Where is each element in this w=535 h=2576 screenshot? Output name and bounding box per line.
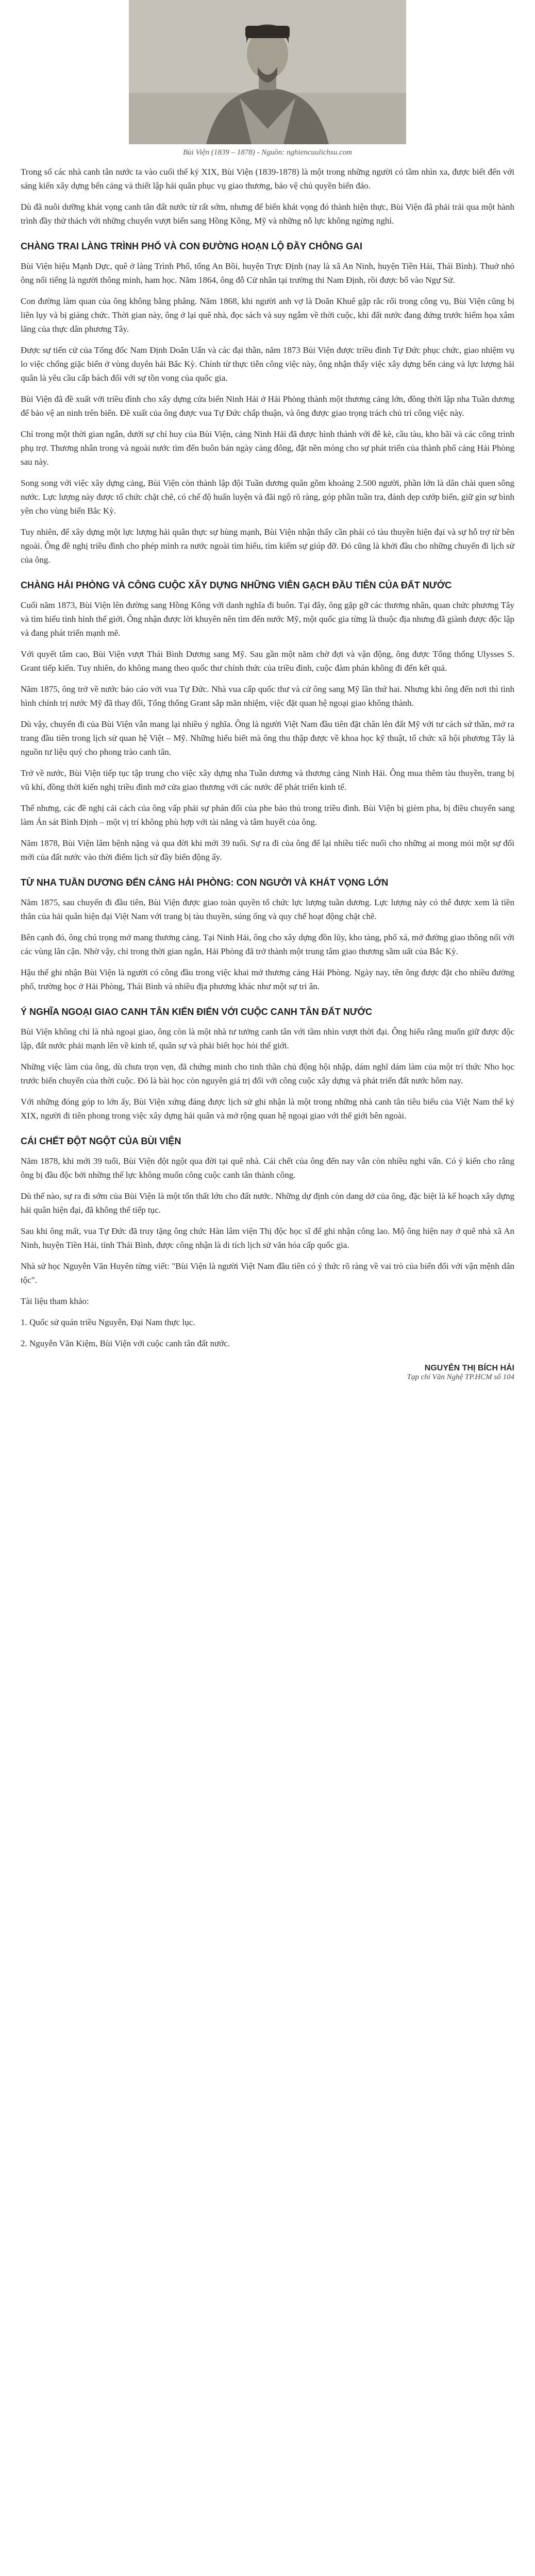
article-body	[21, 165, 514, 1382]
section-paragraph: Bùi Viện đã đề xuất với triều đình cho xây dựng cửa biển Ninh Hải ở Hải Phòng thành một thương cảng lớn, đồng thời lập nha Tuần dương để bảo vệ an ninh trên biển. Đề xuất của ông được vua Tự Đức chấp thuận, và ông được giao trọng trách chủ trì công việc này.	[21, 394, 514, 418]
section-paragraph: Bùi Viện không chỉ là nhà ngoại giao, ông còn là một nhà tư tưởng canh tân với tầm nhìn vượt thời đại. Ông hiểu rằng muốn giữ được độc lập, đất nước phải mạnh lên về kinh tế, quân sự và phải biết học hỏi thế giới.	[21, 1027, 514, 1050]
section-paragraph: Sau khi ông mất, vua Tự Đức đã truy tặng ông chức Hàn lâm viện Thị độc học sĩ để ghi nhận công lao. Mộ ông hiện nay ở quê nhà xã An Ninh, huyện Tiền Hải, tỉnh Thái Bình, được công nhận là di tích lịch sử văn hóa cấp quốc gia.	[21, 1226, 514, 1250]
section-paragraph: Năm 1878, khi mới 39 tuổi, Bùi Viện đột ngột qua đời tại quê nhà. Cái chết của ông đến nay vẫn còn nhiều nghi vấn. Có ý kiến cho rằng ông bị đầu độc bởi những thế lực không muốn công cuộc canh tân thành công.	[21, 1156, 514, 1180]
section-heading: Ý NGHĨA NGOẠI GIAO CANH TÂN KIẾN ĐIỂN VỚI CUỘC CANH TÂN ĐẤT NƯỚC	[21, 1007, 372, 1017]
section-paragraph: Tuy nhiên, để xây dựng một lực lượng hải quân thực sự hùng mạnh, Bùi Viện nhận thấy cần phải có tàu thuyền hiện đại và sự hỗ trợ từ bên ngoài. Ông đề nghị triều đình cho phép mình ra nước ngoài tìm hiểu, tìm kiếm sự giúp đỡ. Đó cũng là khởi đầu cho những chuyến đi lịch sử của ông.	[21, 527, 514, 565]
section-paragraph: Năm 1875, ông trở về nước báo cáo với vua Tự Đức. Nhà vua cấp quốc thư và cử ông sang Mỹ lần thứ hai. Nhưng khi ông đến nơi thì tình hình chính trị nước Mỹ đã thay đổi, Tổng thống Grant sắp mãn nhiệm, việc đặt quan hệ ngoại giao không thành.	[21, 684, 514, 708]
reference-item: 1. Quốc sử quán triều Nguyễn, Đại Nam thực lục.	[21, 1317, 195, 1327]
author-affiliation: Tạp chí Văn Nghệ TP.HCM số 104	[407, 1373, 514, 1381]
section-paragraph: Dù vậy, chuyến đi của Bùi Viện vẫn mang lại nhiều ý nghĩa. Ông là người Việt Nam đầu tiên đặt chân lên đất Mỹ với tư cách sứ thần, mở ra trang đầu tiên trong lịch sử quan hệ Việt – Mỹ. Những hiểu biết mà ông thu thập được về khoa học kỹ thuật, tổ chức xã hội phương Tây là nguồn tư liệu quý cho phong trào canh tân.	[21, 719, 514, 757]
section-paragraph: Thế nhưng, các đề nghị cải cách của ông vấp phải sự phản đối của phe bảo thủ trong triều đình. Bùi Viện bị gièm pha, bị điều chuyển sang làm Án sát Bình Định – một vị trí không phù hợp với tài năng và tâm huyết của ông.	[21, 803, 514, 827]
section-paragraph: Con đường làm quan của ông không bằng phẳng. Năm 1868, khi người anh vợ là Doãn Khuê gặp rắc rối trong công vụ, Bùi Viện cũng bị liên lụy và bị giáng chức. Thời gian này, ông ở lại quê nhà, đọc sách và suy ngẫm về thời cuộc, khi đất nước đang đứng trước hiểm họa xâm lăng của thực dân phương Tây.	[21, 296, 514, 334]
section-paragraph: Bên cạnh đó, ông chú trọng mở mang thương cảng. Tại Ninh Hải, ông cho xây dựng đồn lũy, kho tàng, phố xá, mở đường giao thông nối với các vùng lân cận. Nhờ vậy, chỉ trong thời gian ngắn, Hải Phòng đã trở thành một trung tâm giao thương sầm uất của Bắc Kỳ.	[21, 933, 514, 956]
intro-paragraph: Dù đã nuôi dưỡng khát vọng canh tân đất nước từ rất sớm, nhưng để biến khát vọng đó thành hiện thực, Bùi Viện đã phải trải qua một hành trình đầy thử thách với những chuyến vượt biển sang Hồng Kông, Mỹ và những nỗ lực không ngừng nghỉ.	[21, 202, 514, 226]
section-paragraph: Những việc làm của ông, dù chưa trọn vẹn, đã chứng minh cho tinh thần chủ động hội nhập, dám nghĩ dám làm của một trí thức Nho học trước biến chuyển của thời cuộc. Đó là bài học còn nguyên giá trị đối với công cuộc xây dựng và phát triển đất nước hôm nay.	[21, 1062, 514, 1086]
section-paragraph: Trở về nước, Bùi Viện tiếp tục tập trung cho việc xây dựng nha Tuần dương và thương cảng Ninh Hải. Ông mua thêm tàu thuyền, trang bị vũ khí, đồng thời kiến nghị triều đình mở cửa giao thương với các nước để phát triển kinh tế.	[21, 768, 514, 792]
section-paragraph: Bùi Viện hiệu Mạnh Dực, quê ở làng Trình Phố, tổng An Bồi, huyện Trực Định (nay là xã An Ninh, huyện Tiền Hải, Thái Bình). Thuở nhỏ ông nổi tiếng là người thông minh, ham học. Năm 1864, ông đỗ Cử nhân tại trường thi Nam Định, rồi được bổ vào Ngự Sử.	[21, 261, 514, 285]
section-paragraph: Năm 1878, Bùi Viện lâm bệnh nặng và qua đời khi mới 39 tuổi. Sự ra đi của ông để lại nhiều tiếc nuối cho những ai mong mỏi một sự đổi mới của đất nước vào thời điểm lịch sử đầy biến động ấy.	[21, 838, 514, 862]
reference-heading: Tài liệu tham khảo:	[21, 1296, 89, 1306]
portrait-image	[129, 0, 406, 144]
section-heading: CHÀNG TRAI LÀNG TRÌNH PHỐ VÀ CON ĐƯỜNG HOẠN LỘ ĐẦY CHÔNG GAI	[21, 241, 362, 251]
section-paragraph: Với quyết tâm cao, Bùi Viện vượt Thái Bình Dương sang Mỹ. Sau gần một năm chờ đợi và vận động, ông được Tổng thống Ulysses S. Grant tiếp kiến. Tuy nhiên, do không mang theo quốc thư chính thức của triều đình, cuộc đàm phán không đi đến kết quả.	[21, 649, 514, 673]
section-paragraph: Với những đóng góp to lớn ấy, Bùi Viện xứng đáng được lịch sử ghi nhận là một trong những nhà canh tân tiêu biểu của Việt Nam thế kỷ XIX, người đi tiên phong trong việc xây dựng hải quân và mở rộng quan hệ ngoại giao với thế giới bên ngoài.	[21, 1097, 514, 1121]
section-paragraph: Song song với việc xây dựng cảng, Bùi Viện còn thành lập đội Tuần dương quân gồm khoảng 2.500 người, phần lớn là dân chài quen sông nước. Lực lượng này được tổ chức chặt chẽ, có chế độ huấn luyện và đãi ngộ rõ ràng, góp phần tuần tra, đánh dẹp cướp biển, giữ gìn sự bình yên cho vùng biển Bắc Kỳ.	[21, 478, 514, 516]
section-heading: CHÀNG HẢI PHÒNG VÀ CÔNG CUỘC XÂY DỰNG NHỮNG VIÊN GẠCH ĐẦU TIÊN CỦA ĐẤT NƯỚC	[21, 580, 452, 590]
reference-item: 2. Nguyễn Văn Kiệm, Bùi Viện với cuộc canh tân đất nước.	[21, 1338, 230, 1348]
image-caption: Bùi Viện (1839 – 1878) - Nguồn: nghiencuulichsu.com	[183, 148, 352, 157]
section-paragraph: Cuối năm 1873, Bùi Viện lên đường sang Hồng Kông với danh nghĩa đi buôn. Tại đây, ông gặp gỡ các thương nhân, quan chức phương Tây và tìm hiểu tình hình thế giới. Ông nhận được lời khuyên nên tìm đến nước Mỹ, một quốc gia từng là thuộc địa nhưng đã giành được độc lập và đang phát triển mạnh mẽ.	[21, 600, 514, 638]
portrait-illustration	[129, 0, 406, 144]
quote-paragraph: Nhà sử học Nguyễn Văn Huyên từng viết: "Bùi Viện là người Việt Nam đầu tiên có ý thức rõ ràng về vai trò của biển đối với vận mệnh dân tộc".	[21, 1261, 514, 1285]
section-paragraph: Được sự tiến cử của Tổng đốc Nam Định Doãn Uẩn và các đại thần, năm 1873 Bùi Viện được triều đình Tự Đức phục chức, giao nhiệm vụ lo việc chống giặc biển ở vùng duyên hải Bắc Kỳ. Chính từ thực tiễn công việc này, ông nhận thấy việc xây dựng bến cảng và lực lượng hải quân là yêu cầu cấp bách đối với sự tồn vong của quốc gia.	[21, 345, 514, 383]
section-paragraph: Chỉ trong một thời gian ngắn, dưới sự chỉ huy của Bùi Viện, cảng Ninh Hải đã được hình thành với đê kè, cầu tàu, kho bãi và các công trình phụ trợ. Thương nhân trong và ngoài nước tìm đến buôn bán ngày càng đông, đặt nền móng cho sự phát triển của thành phố cảng Hải Phòng sau này.	[21, 429, 514, 467]
section-heading: CÁI CHẾT ĐỘT NGỘT CỦA BÙI VIỆN	[21, 1136, 181, 1146]
author-name: NGUYỄN THỊ BÍCH HẢI	[424, 1364, 514, 1372]
section-heading: TỪ NHA TUẦN DƯƠNG ĐẾN CẢNG HẢI PHÒNG: CON NGƯỜI VÀ KHÁT VỌNG LỚN	[21, 877, 389, 888]
section-paragraph: Dù thế nào, sự ra đi sớm của Bùi Viện là một tổn thất lớn cho đất nước. Những dự định còn dang dở của ông, đặc biệt là kế hoạch xây dựng hải quân hiện đại, đã không thể tiếp tục.	[21, 1191, 514, 1215]
section-paragraph: Năm 1875, sau chuyến đi đầu tiên, Bùi Viện được giao toàn quyền tổ chức lực lượng tuần dương. Lực lượng này có thể được xem là tiền thân của hải quân hiện đại Việt Nam với trang bị tàu thuyền, súng ống và quy chế hoạt động chặt chẽ.	[21, 897, 514, 921]
intro-paragraph: Trong số các nhà canh tân nước ta vào cuối thế kỷ XIX, Bùi Viện (1839-1878) là một trong những người có tầm nhìn xa, được biết đến với sáng kiến xây dựng bến cảng và thiết lập hải quân phục vụ giao thương, bảo vệ chủ quyền biển đảo.	[21, 167, 514, 191]
section-paragraph: Hậu thế ghi nhận Bùi Viện là người có công đầu trong việc khai mở thương cảng Hải Phòng. Ngày nay, tên ông được đặt cho nhiều đường phố, trường học ở Hải Phòng, Thái Bình và nhiều địa phương khác như một sự tri ân.	[21, 968, 514, 991]
